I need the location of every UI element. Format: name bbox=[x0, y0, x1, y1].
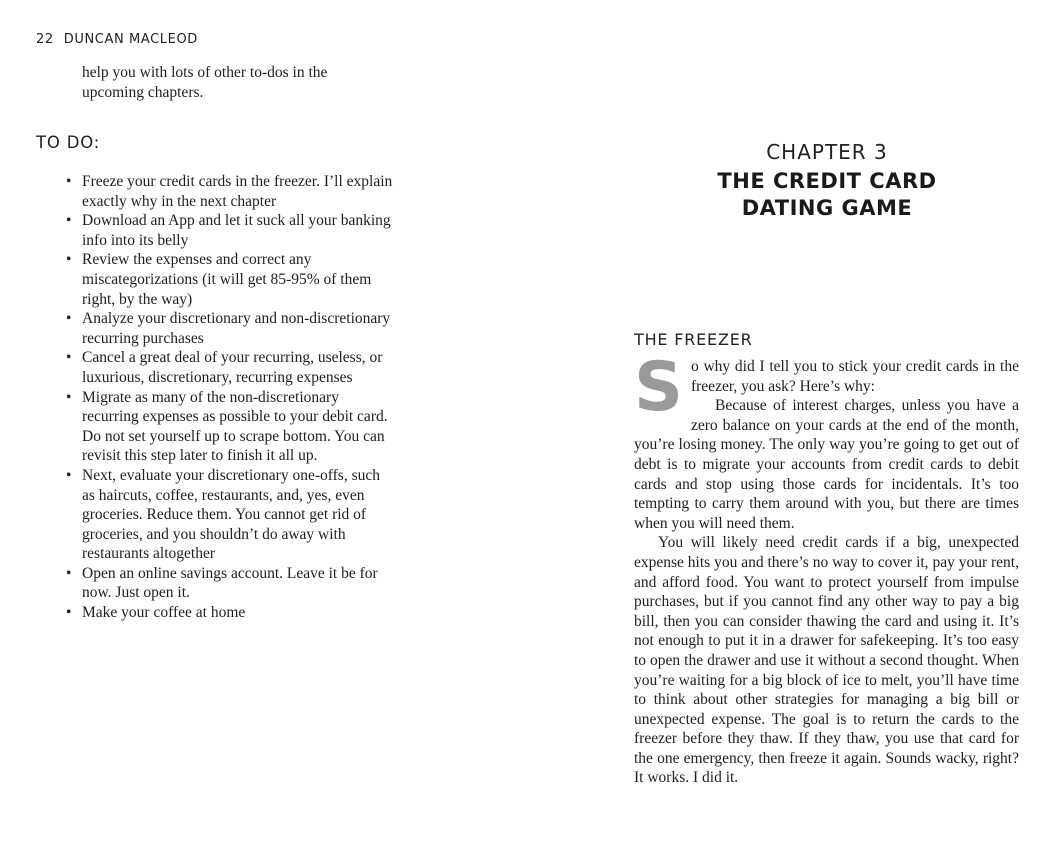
continuation-text: help you with lots of other to-dos in the upcoming chapters. bbox=[82, 64, 328, 101]
chapter-number: CHAPTER 3 bbox=[766, 140, 888, 164]
page-number: 22 bbox=[36, 32, 54, 47]
list-item: • Next, evaluate your discretionary one-offs, such as haircuts, coffee, restaurants, and, yes, even groceries. Reduce them. You cannot get rid of groceries, and you shouldn’t do away with restaurants altogether bbox=[66, 466, 380, 563]
bullet: • bbox=[66, 564, 72, 582]
drop-cap: S bbox=[634, 348, 683, 427]
chapter-title-line: DATING GAME bbox=[741, 196, 913, 220]
paragraph: o why did I tell you to stick your credit cards in the freezer, you ask? Here’s why: bbox=[690, 358, 1019, 395]
bullet: • bbox=[66, 349, 72, 367]
list-item: • Review the expenses and correct any miscategorizations (it will get 85-95% of them right, by the way) bbox=[66, 251, 372, 308]
list-item: • Cancel a great deal of your recurring, useless, or luxurious, discretionary, recurring expenses bbox=[66, 349, 383, 386]
list-item: • Migrate as many of the non-discretionary recurring expenses as possible to your debit card. Do not set yourself up to scrape bottom. You can revisit this step later to finish it all up. bbox=[66, 388, 388, 465]
list-item: • Analyze your discretionary and non-discretionary recurring purchases bbox=[66, 310, 391, 347]
todo-heading: TO DO: bbox=[36, 133, 101, 152]
running-head bbox=[36, 32, 198, 47]
paragraph: Because of interest charges, unless you have a zero balance on your cards at the end of the month, you’re losing money. The only way you’re going to get out of debt is to migrate your accounts from credit cards to debit cards and stop using those cards for incidentals. It’s too tempting to carry them around with you, but there are times when you will need them. bbox=[634, 397, 1019, 532]
todo-list bbox=[62, 172, 396, 623]
bullet: • bbox=[66, 466, 72, 484]
bullet: • bbox=[66, 388, 72, 406]
bullet: • bbox=[66, 251, 72, 269]
author-name: DUNCAN MACLEOD bbox=[63, 32, 198, 47]
chapter-title-line: THE CREDIT CARD bbox=[717, 169, 937, 193]
bullet: • bbox=[66, 604, 72, 622]
bullet: • bbox=[66, 173, 72, 190]
paragraph: You will likely need credit cards if a big, unexpected expense hits you and there’s no way to cover it, pay your rent, and afford food. You want to protect yourself from impulse purchases, but if you cannot find any other way to pay a big bill, then you can consider thawing the card and using it. It’s not enough to put it in a drawer for safekeeping. It’s too easy to open the drawer and use it without a second thought. When you’re waiting for a big block of ice to melt, you’ll have time to think about other strategies for managing a big bill or unexpected expense. The goal is to return the cards to the freezer before they thaw. If they thaw, you use that card for the one emergency, then freeze it again. Sounds wacky, right? It works. I did it. bbox=[634, 534, 1019, 787]
chapter-title bbox=[634, 168, 1020, 222]
section-heading: THE FREEZER bbox=[634, 330, 753, 349]
list-item: • Make your coffee at home bbox=[66, 604, 246, 622]
bullet: • bbox=[66, 310, 72, 328]
list-item: • Freeze your credit cards in the freezer. I’ll explain exactly why in the next chapter bbox=[66, 173, 393, 210]
body-text bbox=[634, 348, 1019, 788]
list-item: • Open an online savings account. Leave it be for now. Just open it. bbox=[66, 564, 378, 602]
list-item: • Download an App and let it suck all your banking info into its belly bbox=[66, 212, 391, 249]
bullet: • bbox=[66, 212, 72, 230]
